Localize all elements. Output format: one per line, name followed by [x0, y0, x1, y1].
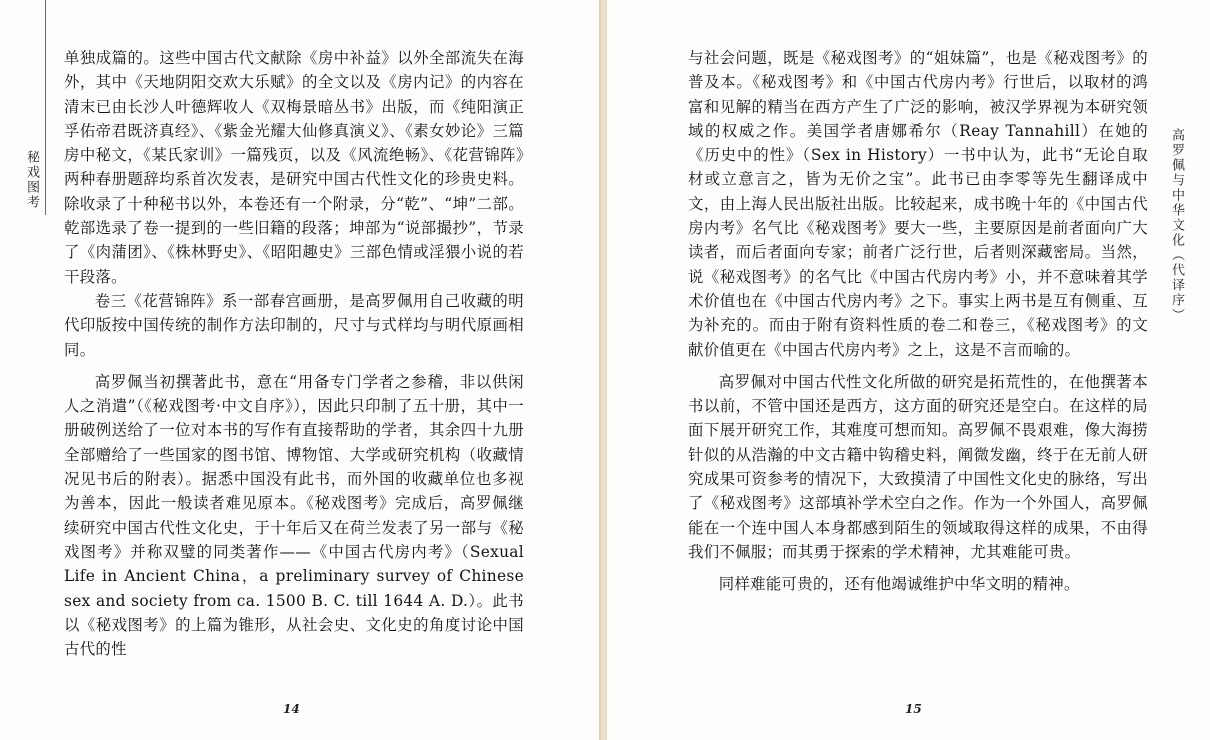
running-head: 秘戏图考	[24, 150, 39, 210]
right-page	[607, 0, 1210, 740]
book-gutter	[599, 0, 607, 740]
margin-rule	[45, 0, 46, 215]
body-text	[688, 46, 1148, 597]
body-text	[64, 46, 524, 661]
left-page	[0, 0, 599, 740]
paragraph: 同样难能可贵的，还有他竭诚维护中华文明的精神。	[718, 575, 1080, 594]
paragraph: 单独成篇的。这些中国古代文献除《房中补益》以外全部流失在海外，其中《天地阴阳交欢大乐赋》的全文以及《房内记》的内容在清末已由长沙人叶德辉收人《双梅景暗丛书》出版，而《纯阳演正孚佑帝君既济真经》、《紫金光耀大仙修真演义》、《素女妙论》三篇房中秘文，《某氏家训》一篇残页，以及《风流绝畅》、《花营锦阵》两种春册题辞均系首次发表，是研究中国古代性文化的珍贵史料。除收录了十种秘书以外，本卷还有一个附录，分“乾”、“坤”二部。乾部选录了卷一提到的一些旧籍的段落；坤部为“说部撮抄”，节录了《肉蒲团》、《株林野史》、《昭阳趣史》三部色情或淫猥小说的若干段落。	[64, 49, 524, 286]
running-head: 高罗佩与中华文化（代译序）	[1169, 128, 1184, 323]
page-number: 15	[905, 702, 922, 716]
page-number: 14	[283, 702, 300, 716]
paragraph: 卷三《花营锦阵》系一部春宫画册，是高罗佩用自己收藏的明代印版按中国传统的制作方法印制的，尺寸与式样均与明代原画相同。	[64, 291, 524, 359]
paragraph: 高罗佩对中国古代性文化所做的研究是拓荒性的，在他撰著本书以前，不管中国还是西方，这方面的研究还是空白。在这样的局面下展开研究工作，其难度可想而知。高罗佩不畏艰难，像大海捞针似的从浩瀚的中文古籍中钩稽史料，阐微发幽，终于在无前人研究成果可资参考的情况下，大致摸清了中国性文化史的脉络，写出了《秘戏图考》这部填补学术空白之作。作为一个外国人，高罗佩能在一个连中国人本身都感到陌生的领域取得这样的成果，不由得我们不佩服；而其勇于探索的学术精神，尤其难能可贵。	[688, 372, 1148, 561]
paragraph: 高罗佩当初撰著此书，意在“用备专门学者之参稽，非以供闲人之消遣”（《秘戏图考·中文自序》），因此只印制了五十册，其中一册破例送给了一位对本书的写作有直接帮助的学者，其余四十九册全部赠给了一些国家的图书馆、博物馆、大学或研究机构（收藏情况见书后的附表）。据悉中国没有此书，而外国的收藏单位也多视为善本，因此一般读者难见原本。《秘戏图考》完成后，高罗佩继续研究中国古代性文化史，于十年后又在荷兰发表了另一部与《秘戏图考》并称双璧的同类著作——《中国古代房内考》（Sexual Life in Ancient China，a preliminary survey of Chinese sex and society from ca. 1500 B. C. till 1644 A. D.）。此书以《秘戏图考》的上篇为锥形，从社会史、文化史的角度讨论中国古代的性	[64, 372, 524, 659]
paragraph: 与社会问题，既是《秘戏图考》的“姐妹篇”，也是《秘戏图考》的普及本。《秘戏图考》和《中国古代房内考》行世后，以取材的鸿富和见解的精当在西方产生了广泛的影响，被汉学界视为本研究领域的权威之作。美国学者唐娜希尔（Reay Tannahill）在她的《历史中的性》（Sex in History）一书中认为，此书“无论自取材或立意言之，皆为无价之宝”。此书已由李零等先生翻译成中文，由上海人民出版社出版。比较起来，成书晚十年的《中国古代房内考》名气比《秘戏图考》要大一些，主要原因是前者面向广大读者，而后者面向专家；前者广泛行世，后者则深藏密局。当然，说《秘戏图考》的名气比《中国古代房内考》小，并不意味着其学术价值也在《中国古代房内考》之下。事实上两书是互有侧重、互为补充的。而由于附有资料性质的卷二和卷三，《秘戏图考》的文献价值更在《中国古代房内考》之上，这是不言而喻的。	[688, 49, 1148, 359]
